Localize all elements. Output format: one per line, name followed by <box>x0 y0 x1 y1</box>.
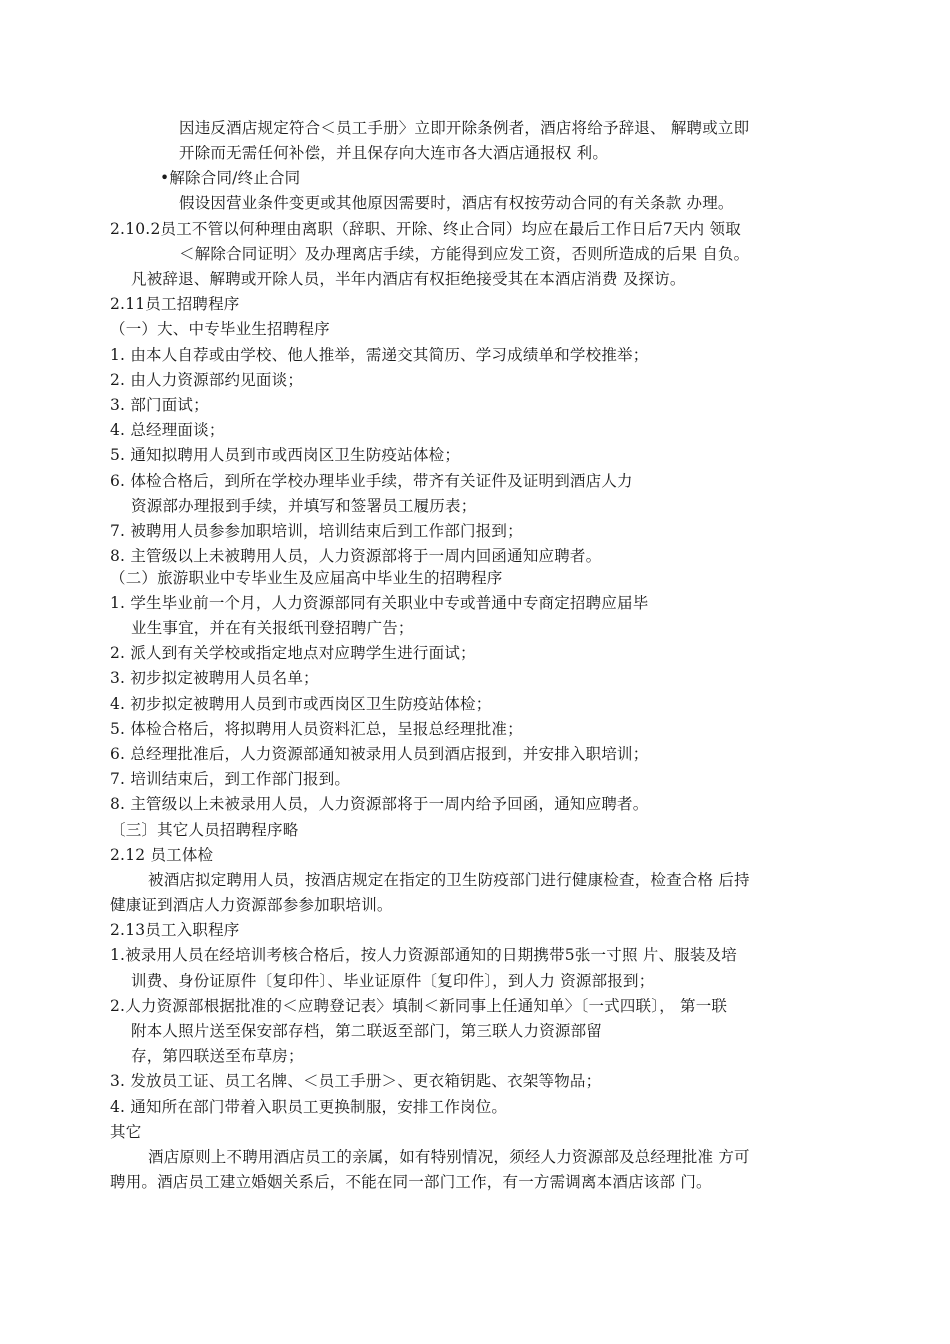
list-item-continuation: 附本人照片送至保安部存档，第二联返至部门，第三联人力资源部留 <box>131 1022 603 1040</box>
list-item: 6. 总经理批准后，人力资源部通知被录用人员到酒店报到，并安排入职培训； <box>110 745 649 763</box>
list-item: 3. 初步拟定被聘用人员名单； <box>110 669 319 687</box>
section-heading: 2.13员工入职程序 <box>110 921 240 939</box>
text-line: 被酒店拟定聘用人员，按酒店规定在指定的卫生防疫部门进行健康检查，检查合格 后持 <box>148 871 750 889</box>
text-line: 开除而无需任何补偿，并且保存向大连市各大酒店通报权 利。 <box>179 144 609 162</box>
text-line: 因违反酒店规定符合＜员工手册〉立即开除条例者，酒店将给予辞退、 解聘或立即 <box>179 119 750 137</box>
text-line: 凡被辞退、解聘或开除人员，半年内酒店有权拒绝接受其在本酒店消费 及探访。 <box>131 270 686 288</box>
section-heading: 其它 <box>110 1123 142 1141</box>
list-item: 1. 学生毕业前一个月，人力资源部同有关职业中专或普通中专商定招聘应届毕 <box>110 594 649 612</box>
list-item: 3. 发放员工证、员工名牌、＜员工手册＞、更衣箱钥匙、衣架等物品； <box>110 1072 602 1090</box>
subsection-heading: （二）旅游职业中专毕业生及应届高中毕业生的招聘程序 <box>110 569 503 587</box>
list-item: 2. 派人到有关学校或指定地点对应聘学生进行面试； <box>110 644 476 662</box>
list-item: 2.人力资源部根据批准的＜应聘登记表〉填制＜新同事上任通知单〉〔一式四联〕， 第一联 <box>110 997 728 1015</box>
list-item: 7. 培训结束后，到工作部门报到。 <box>110 770 351 788</box>
bullet-heading: •解除合同/终止合同 <box>160 169 301 187</box>
list-item: 7. 被聘用人员参参加职培训，培训结束后到工作部门报到； <box>110 522 523 540</box>
list-item: 4. 初步拟定被聘用人员到市或西岗区卫生防疫站体检； <box>110 695 492 713</box>
list-item-continuation: 存，第四联送至布草房； <box>131 1047 304 1065</box>
text-line: ＜解除合同证明〉及办理离店手续，方能得到应发工资，否则所造成的后果 自负。 <box>179 245 750 263</box>
list-item: 6. 体检合格后，到所在学校办理毕业手续，带齐有关证件及证明到酒店人力 <box>110 472 633 490</box>
subsection-heading: （一）大、中专毕业生招聘程序 <box>110 320 330 338</box>
text-line: 健康证到酒店人力资源部参参加职培训。 <box>110 896 393 914</box>
subsection-heading: 〔三〕其它人员招聘程序略 <box>110 821 299 839</box>
section-item: 2.10.2员工不管以何种理由离职（辞职、开除、终止合同）均应在最后工作日后7天内 领取 <box>110 220 741 238</box>
list-item: 5. 体检合格后，将拟聘用人员资料汇总，呈报总经理批准； <box>110 720 523 738</box>
list-item: 4. 通知所在部门带着入职员工更换制服，安排工作岗位。 <box>110 1098 508 1116</box>
list-item: 8. 主管级以上未被录用人员，人力资源部将于一周内给予回函，通知应聘者。 <box>110 795 649 813</box>
text-line: 假设因营业条件变更或其他原因需要时，酒店有权按劳动合同的有关条款 办理。 <box>179 194 734 212</box>
text-line: 酒店原则上不聘用酒店员工的亲属，如有特别情况，须经人力资源部及总经理批准 方可 <box>148 1148 750 1166</box>
list-item: 1. 由本人自荐或由学校、他人推举，需递交其简历、学习成绩单和学校推举； <box>110 346 649 364</box>
list-item: 3. 部门面试； <box>110 396 209 414</box>
list-item: 5. 通知拟聘用人员到市或西岗区卫生防疫站体检； <box>110 446 461 464</box>
list-item: 4. 总经理面谈； <box>110 421 225 439</box>
list-item-continuation: 资源部办理报到手续，并填写和签署员工履历表； <box>131 497 477 515</box>
list-item: 1.被录用人员在经培训考核合格后，按人力资源部通知的日期携带5张一寸照 片、服装及培 <box>110 946 737 964</box>
list-item: 8. 主管级以上未被聘用人员，人力资源部将于一周内回函通知应聘者。 <box>110 547 602 565</box>
list-item-continuation: 训费、身份证原件〔复印件〕、毕业证原件〔复印件〕，到人力 资源部报到； <box>131 972 655 990</box>
list-item-continuation: 业生事宜，并在有关报纸刊登招聘广告； <box>131 619 414 637</box>
section-heading: 2.11员工招聘程序 <box>110 295 240 313</box>
list-item: 2. 由人力资源部约见面谈； <box>110 371 304 389</box>
section-heading: 2.12 员工体检 <box>110 846 214 864</box>
text-line: 聘用。酒店员工建立婚姻关系后，不能在同一部门工作，有一方需调离本酒店该部 门。 <box>110 1173 712 1191</box>
